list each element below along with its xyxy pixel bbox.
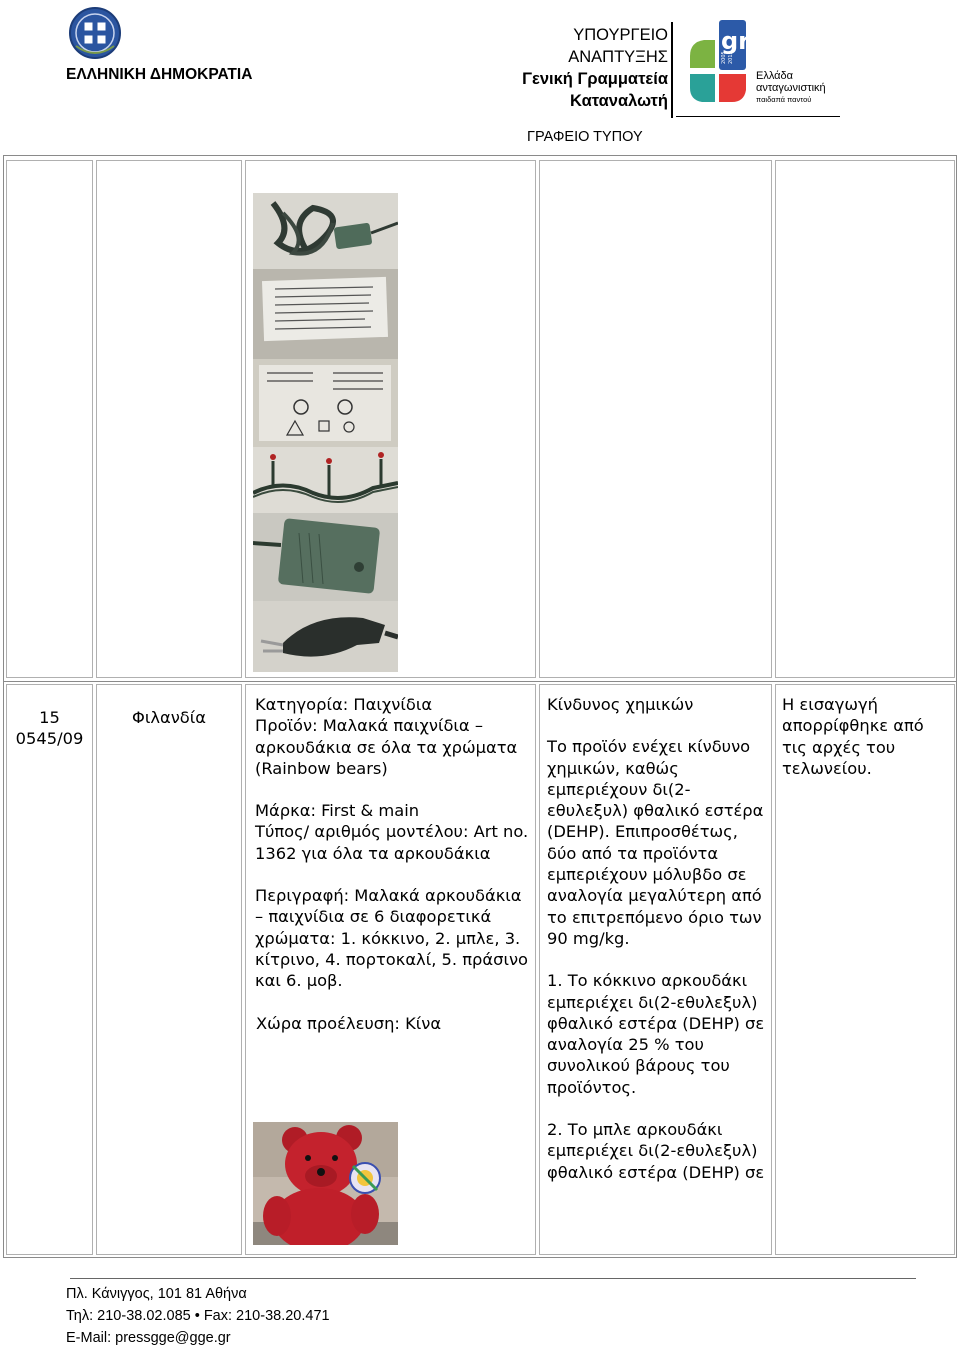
product-model: Τύπος/ αριθμός μοντέλου: Art no. 1362 για όλα τα αρκουδάκια — [255, 822, 529, 863]
slogan-line: Ελλάδα — [756, 70, 794, 82]
table-row-divider — [3, 681, 957, 682]
case-number-line: 15 — [39, 708, 60, 727]
ministry-line: Γενική Γραμματεία — [522, 70, 668, 88]
table-cell — [6, 160, 93, 678]
greek-emblem-icon — [68, 6, 122, 60]
product-category: Κατηγορία: Παιχνίδια — [255, 695, 433, 714]
product-description: Περιγραφή: Μαλακά αρκουδάκια – παιχνίδια σε 6 διαφορετικά χρώματα: 1. κόκκινο, 2. μπλε, 3. κίτρινο, 4. πορτοκαλί, 5. πράσινο και 6. μοβ. — [255, 886, 529, 991]
greece-logo-icon — [688, 18, 748, 104]
risk-description — [547, 694, 767, 1183]
ministry-line: Καταναλωτή — [570, 92, 668, 110]
slogan-line: παιδαπά παντού — [756, 95, 812, 104]
product-photo-teddy-bear — [253, 1122, 398, 1245]
slogan-line: ανταγωνιστική — [756, 82, 826, 94]
table-cell — [96, 684, 242, 1255]
case-number — [6, 707, 93, 750]
svg-text:gr: gr — [721, 27, 748, 55]
svg-text:2005: 2005 — [721, 51, 727, 64]
footer-address: Πλ. Κάνιγγος, 101 81 Αθήνα — [66, 1286, 247, 1302]
ministry-line: ΑΝΑΠΤΥΞΗΣ — [568, 48, 668, 66]
table-cell — [6, 684, 93, 1255]
footer-email: E-Mail: pressgge@gge.gr — [66, 1330, 231, 1346]
header-underline — [676, 116, 840, 117]
case-code-line: 0545/09 — [15, 729, 84, 749]
header-divider — [671, 22, 673, 118]
risk-paragraph: 1. Το κόκκινο αρκουδάκι εμπεριέχει δι(2-εθυλεξυλ) φθαλικό εστέρα (DEHP) σε αναλογία 25 % του συνολικού βάρους του προϊόντος. — [547, 971, 765, 1097]
footer-phone-fax: Τηλ: 210-38.02.085 • Fax: 210-38.20.471 — [66, 1308, 330, 1324]
product-details — [255, 694, 529, 1034]
country-of-notification: Φιλανδία — [132, 708, 206, 727]
ministry-line: ΥΠΟΥΡΓΕΙΟ — [573, 26, 668, 44]
government-name: ΕΛΛΗΝΙΚΗ ΔΗΜΟΚΡΑΤΙΑ — [66, 66, 253, 83]
ministry-block — [486, 24, 668, 112]
product-origin: Χώρα προέλευση: Κίνα — [256, 1013, 442, 1033]
footer-divider — [70, 1278, 916, 1279]
slogan — [756, 70, 826, 106]
risk-paragraph: Το προϊόν ενέχει κίνδυνο χημικών, καθώς εμπεριέχουν δι(2-εθυλεξυλ) φθαλικό εστέρα (DEHP). Επιπροσθέτως, δύο από τα προϊόντα εμπεριέχουν μόλυβδο σε αναλογία μεγαλύτερη από το επιτρεπόμενο όριο των 90 mg/kg. — [547, 737, 764, 948]
risk-title: Κίνδυνος χημικών — [547, 695, 694, 714]
risk-paragraph: 2. Το μπλε αρκουδάκι εμπεριέχει δι(2-εθυλεξυλ) φθαλικό εστέρα (DEHP) σε — [547, 1120, 765, 1182]
measures-taken: Η εισαγωγή απορρίφθηκε από τις αρχές του τελωνείου. — [782, 695, 924, 778]
product-brand: Μάρκα: First & main — [255, 801, 420, 821]
product-name: Προϊόν: Μαλακά παιχνίδια – αρκουδάκια σε όλα τα χρώματα (Rainbow bears) — [255, 716, 518, 778]
table-cell — [775, 160, 955, 678]
product-photo-light-chain — [253, 193, 398, 672]
table-cell — [96, 160, 242, 678]
svg-text:2015: 2015 — [728, 51, 734, 64]
table-cell — [539, 160, 772, 678]
press-office-label: ΓΡΑΦΕΙΟ ΤΥΠΟΥ — [527, 129, 643, 145]
